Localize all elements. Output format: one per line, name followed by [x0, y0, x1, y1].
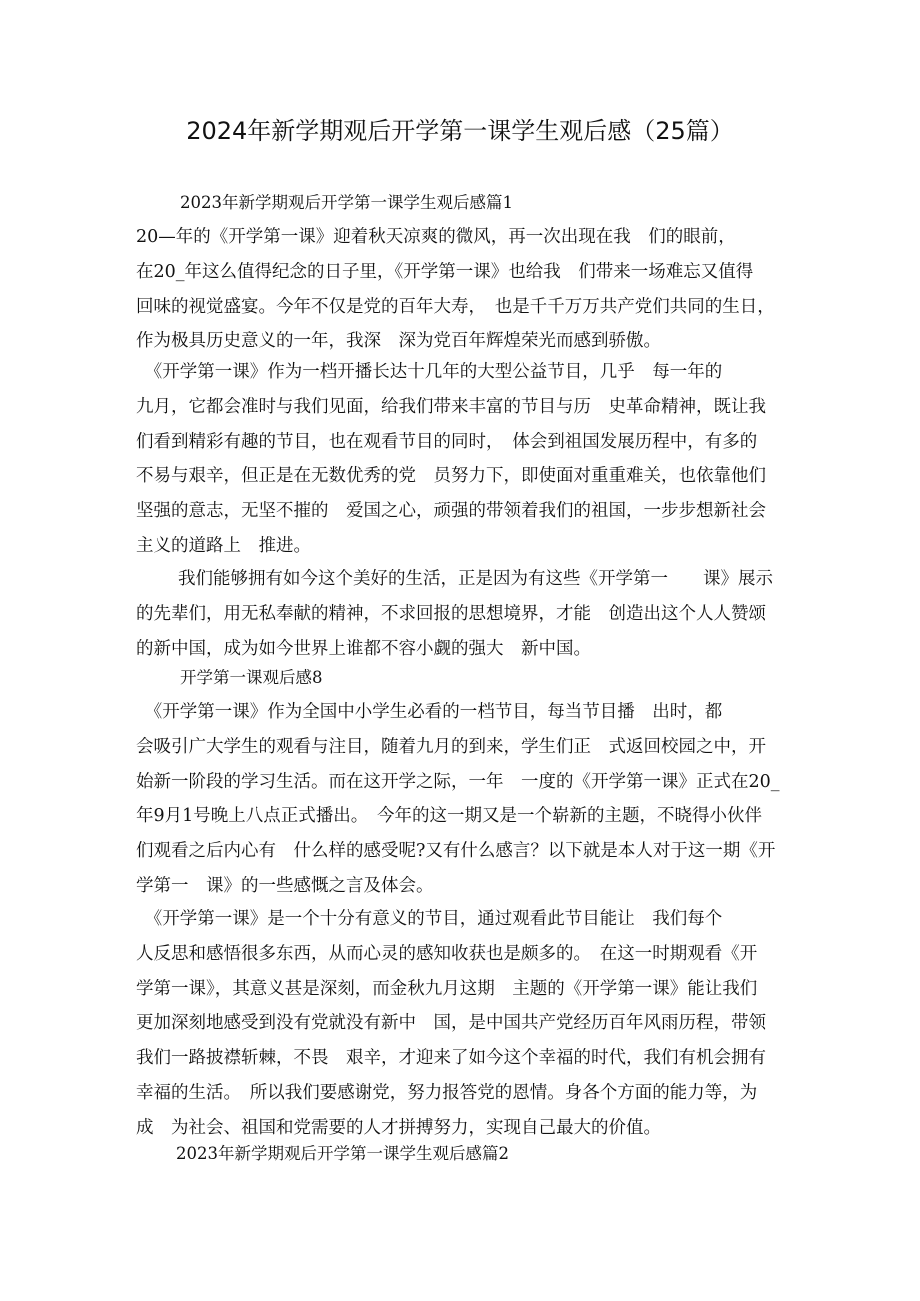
section-heading-2: 开学第一课观后感8: [180, 668, 323, 687]
paragraph-line: 在20_年这么值得纪念的日子里，《开学第一课》也给我 们带来一场难忘又值得: [136, 261, 754, 282]
paragraph-line: 的新中国，成为如今世界上谁都不容小觑的强大 新中国。: [136, 638, 591, 659]
paragraph-line: 年9月1号晚上八点正式播出。 今年的这一期又是一个崭新的主题，不晓得小伙伴: [136, 806, 763, 827]
paragraph-line: 《开学第一课》作为全国中小学生必看的一档节目，每当节目播 出时，都: [136, 702, 723, 722]
paragraph-line: 们观看之后内心有 什么样的感受呢?又有什么感言？以下就是本人对于这一期《开: [136, 841, 776, 862]
paragraph-line: 学第一 课》的一些感慨之言及体会。: [136, 875, 434, 896]
paragraph-line: 始新一阶段的学习生活。而在这开学之际，一年 一度的《开学第一课》正式在20_: [136, 771, 780, 792]
paragraph-line: 回味的视觉盛宴。今年不仅是党的百年大寿， 也是千千万万共产党们共同的生日，: [136, 296, 775, 317]
paragraph-line: 九月，它都会准时与我们见面，给我们带来丰富的节目与历 史革命精神，既让我: [136, 396, 766, 417]
paragraph-line: 人反思和感悟很多东西，从而心灵的感知收获也是颇多的。 在这一时期观看《开: [136, 943, 758, 964]
paragraph-line: 我们一路披襟斩棘，不畏 艰辛，才迎来了如今这个幸福的时代，我们有机会拥有: [136, 1048, 766, 1069]
paragraph-5: [136, 902, 792, 1146]
paragraph-line: 幸福的生活。 所以我们要感谢党，努力报答党的恩情。身各个方面的能力等，为: [136, 1082, 758, 1103]
paragraph-line: 我们能够拥有如今这个美好的生活，正是因为有这些《开学第一 课》展示: [178, 569, 773, 589]
paragraph-4: [136, 695, 792, 904]
paragraph-line: 《开学第一课》是一个十分有意义的节目，通过观看此节目能让 我们每个: [136, 909, 723, 929]
paragraph-line: 主义的道路上 推进。: [136, 535, 311, 556]
paragraph-1: [136, 220, 792, 359]
paragraph-2: [136, 355, 792, 564]
paragraph-line: 更加深刻地感受到没有党就没有新中 国，是中国共产党经历百年风雨历程，带领: [136, 1013, 766, 1034]
paragraph-line: 成 为社会、祖国和党需要的人才拼搏努力，实现自己最大的价值。: [136, 1117, 661, 1138]
paragraph-line: 坚强的意志，无坚不摧的 爱国之心，顽强的带领着我们的祖国，一步步想新社会: [136, 501, 766, 522]
paragraph-line: 不易与艰辛，但正是在无数优秀的党 员努力下，即使面对重重难关，也依靠他们: [136, 466, 766, 487]
paragraph-line: 学第一课》，其意义甚是深刻，而金秋九月这期 主题的《开学第一课》能让我们: [136, 978, 758, 999]
paragraph-3: [136, 562, 792, 666]
paragraph-line: 的先辈们，用无私奉献的精神，不求回报的思想境界，才能 创造出这个人人赞颂: [136, 603, 766, 624]
section-heading-1: 2023年新学期观后开学第一课学生观后感篇1: [180, 193, 513, 212]
paragraph-line: 20—年的《开学第一课》迎着秋天凉爽的微风，再一次出现在我 们的眼前，: [136, 227, 736, 247]
paragraph-line: 《开学第一课》作为一档开播长达十几年的大型公益节目，几乎 每一年的: [136, 362, 723, 382]
paragraph-line: 会吸引广大学生的观看与注目，随着九月的到来，学生们正 式返回校园之中，开: [136, 736, 766, 757]
paragraph-line: 们看到精彩有趣的节目，也在观看节目的同时， 体会到祖国发展历程中，有多的: [136, 431, 758, 452]
document-title: 2024年新学期观后开学第一课学生观后感（25篇）: [186, 117, 734, 145]
section-heading-3: 2023年新学期观后开学第一课学生观后感篇2: [176, 1144, 509, 1163]
paragraph-line: 作为极具历史意义的一年，我深 深为党百年辉煌荣光而感到骄傲。: [136, 331, 661, 352]
